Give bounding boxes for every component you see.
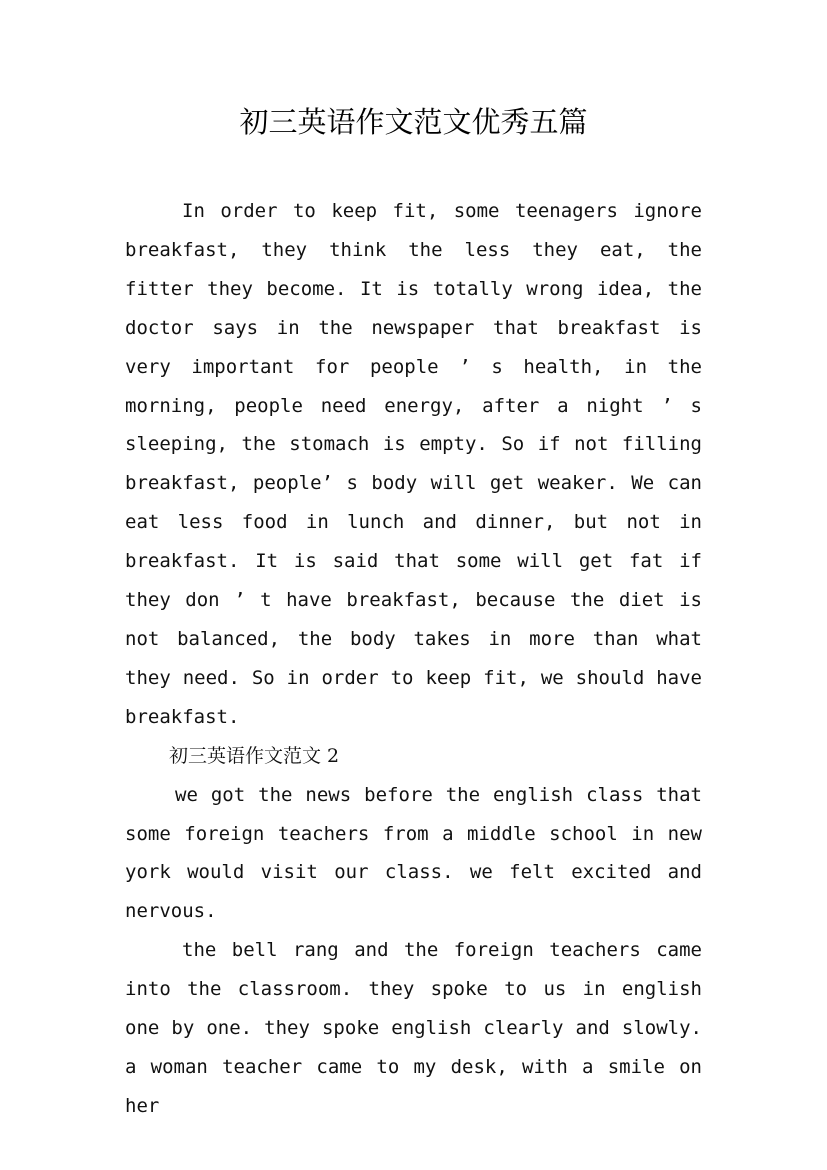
paragraph-3: the bell rang and the foreign teachers came into the classroom. they spoke to us in english one by one. they spoke english clearly and slowly. a woman teacher came to my desk, with a smile on her	[125, 939, 702, 1117]
document-body	[125, 192, 702, 1126]
section-heading-2: 初三英语作文范文 2	[169, 744, 340, 767]
paragraph-2: we got the news before the english class that some foreign teachers from a middle school in new york would visit our class. we felt excited and nervous.	[125, 783, 702, 923]
document-title: 初三英语作文范文优秀五篇	[239, 105, 588, 139]
paragraph-1: In order to keep fit, some teenagers ignore breakfast, they think the less they eat, the fitter they become. It is totally wrong idea, the doctor says in the newspaper that breakfast is very important for people ’ s health, in the morning, people need energy, after a night ’ s sleeping, the stomach is empty. So if not filling breakfast, people’ s body will get weaker. We can eat less food in lunch and dinner, but not in breakfast. It is said that some will get fat if they don ’ t have breakfast, because the diet is not balanced, the body takes in more than what they need. So in order to keep fit, we should have breakfast.	[125, 200, 702, 728]
